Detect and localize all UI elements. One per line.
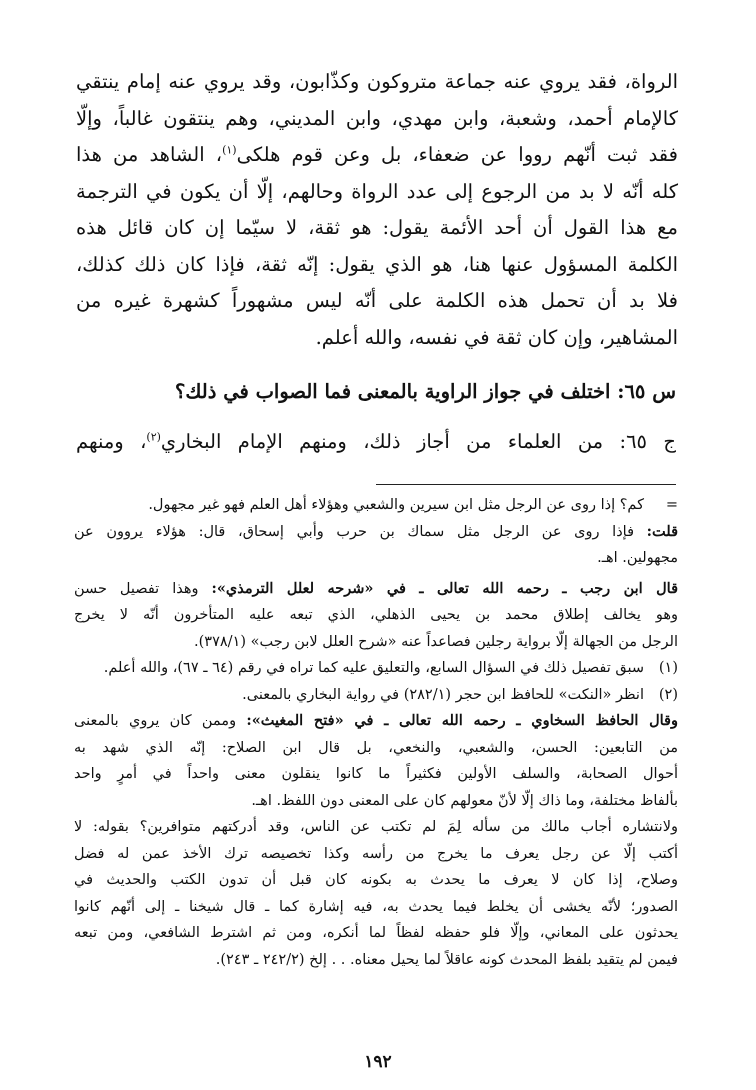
footnote-line: أكتب إلّا عن رجل يعرف ما يخرج من رأسه وكذا تخصيصه ترك الأخذ عمن له فضل bbox=[74, 845, 678, 862]
footnote-line: مجهولين. اهـ. bbox=[597, 550, 678, 566]
main-line-2: كالإمام أحمد، وشعبة، وابن مهدي، وابن المديني، وهم ينتقون غالباً، وإلّا bbox=[76, 106, 678, 130]
footnote-line: كم؟ إذا روى عن الرجل مثل ابن سيرين والشعبي وهؤلاء أهل العلم فهو غير مجهول. bbox=[148, 497, 644, 513]
qult-label: قلت: bbox=[646, 522, 678, 540]
main-line-8: المشاهير، وإن كان ثقة في نفسه، والله أعلم. bbox=[315, 325, 678, 349]
footnote-2-marker: (٢) bbox=[658, 686, 678, 703]
footnote-ref-2: (٢) bbox=[146, 430, 161, 444]
footnote-ref-1: (١) bbox=[222, 143, 237, 157]
ibn-rajab-label: قال ابن رجب ـ رحمه الله تعالى ـ في «شرحه لعلل الترمذي»: bbox=[211, 579, 679, 597]
continuation-marker: = bbox=[665, 497, 678, 513]
footnote-1 bbox=[74, 655, 678, 682]
footnote-line: الصدور؛ لأنّه يخشى أن يخلط فيما يحدث به، فيه إشارة كما ـ قال شيخنا ـ إلى أنّهم كانوا bbox=[74, 898, 678, 915]
main-line-3 bbox=[76, 137, 678, 174]
main-line-5: مع هذا القول أن أحد الأئمة يقول: هو ثقة، لا سيّما إن كان قائل هذه bbox=[76, 216, 678, 239]
footnote-separator bbox=[376, 484, 676, 485]
main-line-3-tail: ، الشاهد من هذا bbox=[76, 143, 223, 166]
main-line-6: الكلمة المسؤول عنها هنا، هو الذي يقول: إنّه ثقة، فإذا كان ذلك كذلك، bbox=[76, 252, 678, 276]
footnote-line-text: وممن كان يروي بالمعنى bbox=[74, 713, 247, 729]
footnote-line: من التابعين: الحسن، والشعبي، والنخعي، بل قال ابن الصلاح: إنّه الذي شهد به bbox=[74, 739, 678, 756]
footnote-line bbox=[74, 708, 678, 735]
footnote-2-text: انظر «النكت» للحافظ ابن حجر (٢٨٢/١) في رواية البخاري بالمعنى. bbox=[242, 686, 644, 703]
footnote-2 bbox=[74, 682, 678, 709]
footnote-line: ولانتشاره أجاب مالك من سأله لِمَ لم تكتب عن الناس، وقد أدركتهم متوافرين؟ بقوله: لا bbox=[74, 819, 678, 835]
footnote-paragraph-sakhawi bbox=[74, 708, 678, 814]
footnotes bbox=[74, 492, 678, 973]
footnote-line-text: فإذا روى عن الرجل مثل سماك بن حرب وأبي إسحاق، قال: هؤلاء يروون عن bbox=[74, 523, 647, 540]
footnote-line: وصلاح، إذا كان لا يعرف ما يحدث به بكونه كان قبل أن تدون الكتب والحديث في bbox=[74, 872, 678, 888]
answer-text: ج ٦٥: من العلماء من أجاز ذلك، ومنهم الإمام البخاري bbox=[160, 430, 676, 453]
footnote-paragraph-qult bbox=[74, 519, 678, 572]
main-text bbox=[76, 64, 678, 356]
page-number: ١٩٢ bbox=[364, 1052, 392, 1072]
answer-tail: ، ومنهم bbox=[76, 430, 147, 453]
answer-65 bbox=[76, 424, 676, 460]
footnote-paragraph-ibn-rajab bbox=[74, 576, 678, 656]
footnote-line: وهو يخالف إطلاق محمد بن يحيى الذهلي، الذي تبعه عليه المتأخرون أنّه لا يخرج bbox=[74, 607, 678, 623]
footnote-line: يحدثون على المعاني، وإلّا فلو حفظه لفظاً لما أنكره، ومن ثم اشترط الشافعي، ومن تبعه bbox=[74, 925, 678, 941]
main-line-3-text: فقد ثبت أنّهم رووا عن ضعفاء، بل وعن قوم هلكى bbox=[236, 143, 678, 166]
footnote-line: الرجل من الجهالة إلّا برواية رجلين فصاعداً عنه «شرح العلل لابن رجب» (٣٧٨/١). bbox=[194, 633, 678, 650]
footnote-line: فيمن لم يتقيد بلفظ المحدث كونه عاقلاً لما يحيل معناه. . . إلخ (٢٤٢/٢ ـ ٢٤٣). bbox=[215, 951, 678, 968]
footnote-line: أحوال الصحابة، والسلف الأولين فكثيراً ما كانوا ينقلون معنى واحداً في أمرٍ واحد bbox=[74, 766, 678, 782]
footnote-line bbox=[74, 519, 678, 546]
footnote-continuation bbox=[74, 492, 678, 519]
footnote-line bbox=[74, 576, 678, 603]
footnote-1-marker: (١) bbox=[658, 660, 678, 676]
sakhawi-label: وقال الحافظ السخاوي ـ رحمه الله تعالى ـ في «فتح المغيث»: bbox=[246, 712, 678, 729]
main-line-7: فلا بد أن تحمل هذه الكلمة على أنّه ليس مشهوراً كشهرة غيره من bbox=[76, 289, 678, 312]
question-65: س ٦٥: اختلف في جواز الراوية بالمعنى فما الصواب في ذلك؟ bbox=[175, 380, 676, 403]
main-line-1: الرواة، فقد يروي عنه جماعة متروكون وكذّابون، وقد يروي عنه إمام ينتقي bbox=[76, 70, 678, 93]
main-line-4: كله أنّه لا بد من الرجوع إلى عدد الرواة وحالهم، إلّا أن يكون في الترجمة bbox=[76, 179, 678, 203]
footnote-line: بألفاظ مختلفة، وما ذاك إلّا لأنّ معولهم كان على المعنى دون اللفظ. اهـ. bbox=[251, 792, 678, 809]
footnote-1-text: سبق تفصيل ذلك في السؤال السابع، والتعليق عليه كما تراه في رقم (٦٤ ـ ٦٧)، والله أعلم. bbox=[103, 660, 644, 676]
footnote-paragraph-malik bbox=[74, 814, 678, 973]
footnote-line-text: وهذا تفصيل حسن bbox=[74, 580, 212, 597]
